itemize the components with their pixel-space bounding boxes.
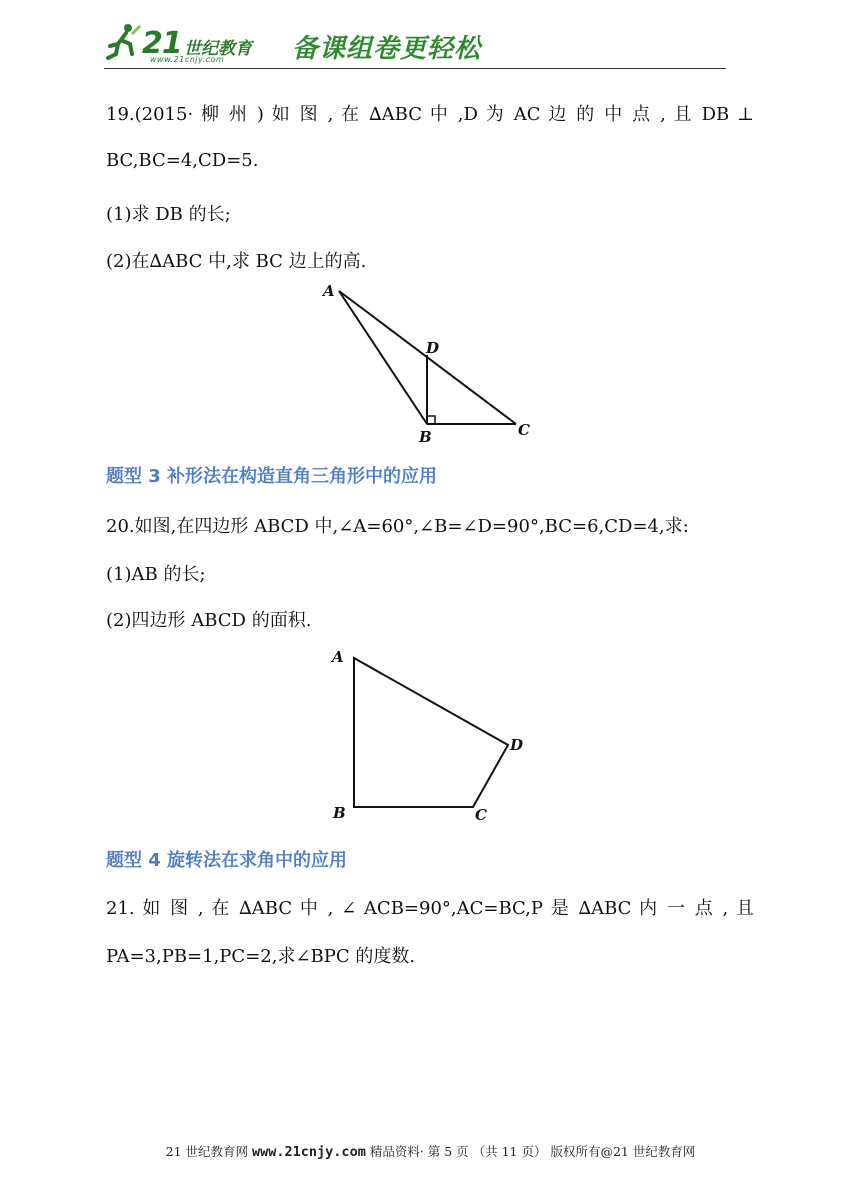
logo-url: www.21cnjy.com: [150, 55, 225, 64]
q21-line2: PA=3,PB=1,PC=2,求∠BPC 的度数.: [106, 946, 416, 967]
label-b: B: [333, 804, 346, 822]
footer-left: 21 世纪教育网: [165, 1144, 249, 1159]
quadrilateral-abcd: [354, 658, 508, 807]
label-c: C: [475, 806, 487, 824]
q19-triangle-figure: [318, 278, 538, 448]
section4-title: 题型 4 旋转法在求角中的应用: [106, 850, 348, 871]
footer-site-link[interactable]: www.21cnjy.com: [252, 1144, 366, 1160]
right-angle-mark: [427, 416, 435, 424]
q19-line2: BC,BC=4,CD=5.: [106, 150, 259, 171]
page-header: [104, 20, 726, 70]
q20-part1: (1)AB 的长;: [106, 564, 206, 585]
label-d: D: [426, 339, 440, 357]
q19-part2: (2)在∆ABC 中,求 BC 边上的高.: [106, 251, 367, 272]
label-d: D: [510, 736, 524, 754]
q20-part2: (2)四边形 ABCD 的面积.: [106, 610, 312, 631]
page-footer: [0, 1142, 861, 1160]
logo-text: 世纪教育: [184, 39, 252, 59]
logo-number: 21: [142, 26, 182, 61]
footer-right: 精品资料· 第 5 页 （共 11 页） 版权所有@21 世纪教育网: [369, 1144, 696, 1159]
label-b: B: [419, 428, 432, 446]
q19-part1: (1)求 DB 的长;: [106, 204, 231, 225]
label-c: C: [518, 421, 530, 439]
header-divider: [104, 68, 726, 69]
runner-logo-icon: [106, 22, 142, 62]
label-a: A: [323, 282, 335, 300]
header-slogan: 备课组卷更轻松: [292, 34, 482, 64]
section3-title: 题型 3 补形法在构造直角三角形中的应用: [106, 466, 438, 487]
label-a: A: [332, 648, 344, 666]
segment-ab: [339, 291, 427, 424]
q20-quadrilateral-figure: [325, 640, 540, 830]
q19-line1: 19.(2015· 柳 州 ) 如 图 , 在 ∆ABC 中 ,D 为 AC 边 的 中 点 , 且 DB ⊥: [106, 104, 754, 125]
q21-line1: 21. 如 图 , 在 ∆ABC 中 , ∠ ACB=90°,AC=BC,P 是 ∆ABC 内 一 点 , 且: [106, 898, 754, 919]
q20-line1: 20.如图,在四边形 ABCD 中,∠A=60°,∠B=∠D=90°,BC=6,CD=4,求:: [106, 516, 689, 537]
